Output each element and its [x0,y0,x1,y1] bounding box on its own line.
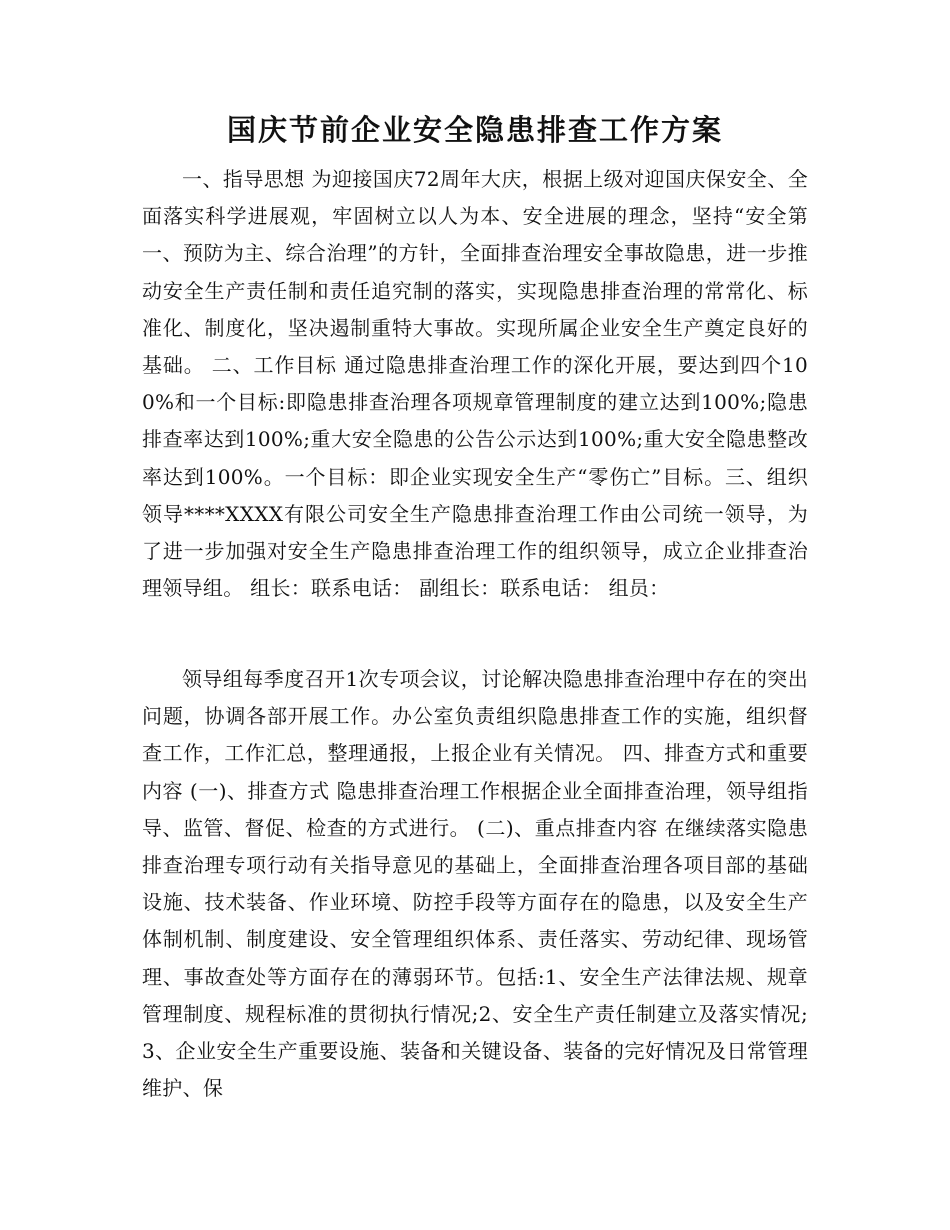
paragraph-leadership-meetings: 领导组每季度召开1次专项会议，讨论解决隐患排查治理中存在的突出问题，协调各部开展工作。办公室负责组织隐患排查工作的实施，组织督查工作，工作汇总，整理通报，上报企业有关情况。 四、排查方式和重要内容 (一)、排查方式 隐患排查治理工作根据企业全面排查治理，领导组指导、监管、督促、检查的方式进行。 (二)、重点排查内容 在继续落实隐患排查治理专项行动有关指导意见的基础上，全面排查治理各项目部的基础设施、技术装备、作业环境、防控手段等方面存在的隐患，以及安全生产体制机制、制度建设、安全管理组织体系、责任落实、劳动纪律、现场管理、事故查处等方面存在的薄弱环节。包括:1、安全生产法律法规、规章管理制度、规程标准的贯彻执行情况;2、安全生产责任制建立及落实情况;3、企业安全生产重要设施、装备和关键设备、装备的完好情况及日常管理维护、保 [142,667,808,1101]
document-title: 国庆节前企业安全隐患排查工作方案 [226,113,723,147]
paragraph-guiding-ideology: 一、指导思想 为迎接国庆72周年大庆，根据上级对迎国庆保安全、全面落实科学进展观，牢固树立以人为本、安全进展的理念，坚持“安全第一、预防为主、综合治理”的方针，全面排查治理安全事故隐患，进一步推动安全生产责任制和责任追究制的落实，实现隐患排查治理的常常化、标准化、制度化，坚决遏制重特大事故。实现所属企业安全生产奠定良好的基础。 二、工作目标 通过隐患排查治理工作的深化开展，要达到四个100%和一个目标:即隐患排查治理各项规章管理制度的建立达到100%;隐患排查率达到100%;重大安全隐患的公告公示达到100%;重大安全隐患整改率达到100%。一个目标：即企业实现安全生产“零伤亡”目标。三、组织领导****XXXX有限公司安全生产隐患排查治理工作由公司统一领导，为了进一步加强对安全生产隐患排查治理工作的组织领导，成立企业排查治理领导组。 组长：联系电话： 副组长：联系电话： 组员： [142,167,808,601]
